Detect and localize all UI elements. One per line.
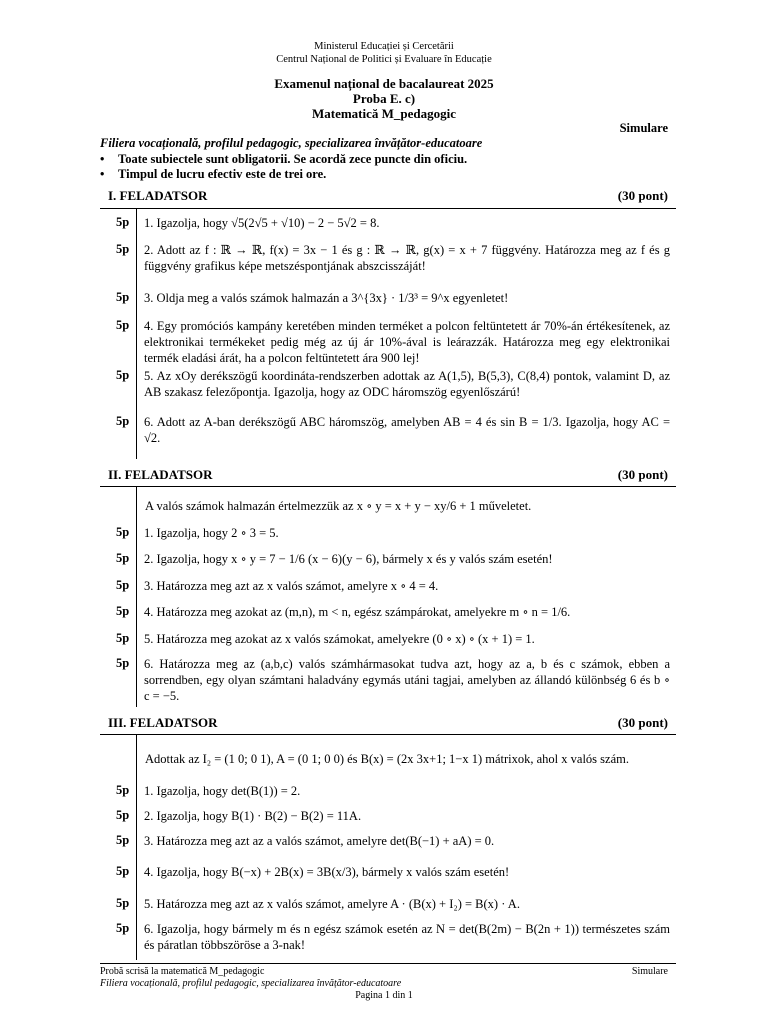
section-points: (30 pont) (617, 715, 668, 730)
item-text: 6. Adott az A-ban derékszögű ABC háromszög, amelyben AB = 4 és sin B = 1/3. Igazolja, hogy AC = √2. (144, 415, 670, 445)
item-points: 5p (116, 414, 130, 428)
bullet-icon: • (100, 167, 105, 181)
item-text: 2. Igazolja, hogy B(1) · B(2) − B(2) = 11A. (144, 809, 362, 823)
page-number: Pagina 1 din 1 (355, 990, 413, 1001)
item-points: 5p (116, 921, 130, 935)
item-text: 1. Igazolja, hogy det(B(1)) = 2. (144, 784, 301, 798)
item-points: 5p (116, 290, 130, 304)
item-points: 5p (116, 631, 130, 645)
item-points: 5p (116, 808, 130, 822)
section-divider (100, 208, 676, 209)
exam-title: Examenul național de bacalaureat 2025 (274, 76, 494, 91)
footer-divider (100, 963, 676, 964)
instruction-1: • Toate subiectele sunt obligatorii. Se acordă zece puncte din oficiu. (100, 152, 468, 166)
footer-filiera: Filiera vocațională, profilul pedagogic, specializarea învățător-educatoare (100, 978, 402, 989)
proba-title: Proba E. c) (352, 91, 416, 106)
section-title: II. FELADATSOR (108, 467, 213, 482)
footer-simulare: Simulare (631, 966, 668, 977)
item-points: 5p (116, 578, 130, 592)
item-text: 5. Határozza meg azt az x valós számot, amelyre A · (B(x) + I₂) = B(x) · A. (144, 897, 520, 911)
column-divider (136, 735, 137, 960)
filiera-label: Filiera vocațională, profilul pedagogic, specializarea învățător-educatoare (100, 136, 483, 150)
section-title: I. FELADATSOR (108, 188, 208, 203)
simulare-label: Simulare (619, 121, 668, 135)
center-name: Centrul Național de Politici și Evaluare în Educație (276, 54, 492, 65)
item-points: 5p (116, 864, 130, 878)
item-text: 5. Az xOy derékszögű koordináta-rendszerben adottak az A(1,5), B(5,3), C(8,4) pontok, valamint D, az AB szakasz felezőpontja. Igazolja, hogy az ODC háromszög egyenlőszárú! (144, 369, 670, 399)
item-text: 3. Oldja meg a valós számok halmazán a 3^{3x} · 1/3³ = 9^x egyenletet! (144, 291, 509, 305)
section-divider (100, 486, 676, 487)
column-divider (136, 209, 137, 459)
item-points: 5p (116, 368, 130, 382)
bullet-icon: • (100, 152, 105, 166)
section-2-header (108, 467, 668, 483)
item-text: 3. Határozza meg azt az x valós számot, amelyre x ∘ 4 = 4. (144, 579, 439, 593)
item-text: 2. Adott az f : ℝ → ℝ, f(x) = 3x − 1 és g : ℝ → ℝ, g(x) = x + 7 függvény. Határozza meg az f és g függvény grafikus képe metszéspontjának abszcisszáját! (144, 243, 670, 273)
item-points: 5p (116, 318, 130, 332)
item-points: 5p (116, 604, 130, 618)
item-text: 3. Határozza meg azt az a valós számot, amelyre det(B(−1) + aA) = 0. (144, 834, 495, 848)
item-points: 5p (116, 525, 130, 539)
item-text: 5. Határozza meg azokat az x valós számokat, amelyekre (0 ∘ x) ∘ (x + 1) = 1. (144, 632, 535, 646)
subject-title: Matematică M_pedagogic (311, 106, 457, 121)
item-text: 4. Igazolja, hogy B(−x) + 2B(x) = 3B(x/3), bármely x valós szám esetén! (144, 865, 510, 879)
item-points: 5p (116, 656, 130, 670)
item-text: 2. Igazolja, hogy x ∘ y = 7 − 1/6 (x − 6)(y − 6), bármely x és y valós szám esetén! (144, 552, 553, 566)
institution-header (0, 40, 768, 66)
item-text: 6. Igazolja, hogy bármely m és n egész számok esetén az N = det(B(2m) − B(2n + 1)) természetes szám és páratlan többszöröse a 3-nak! (144, 922, 670, 952)
instruction-2: • Timpul de lucru efectiv este de trei ore. (100, 167, 327, 181)
footer-line-1 (100, 966, 668, 978)
item-points: 5p (116, 551, 130, 565)
section-title: III. FELADATSOR (108, 715, 218, 730)
item-text: 6. Határozza meg az (a,b,c) valós számhármasokat tudva azt, hogy az a, b és c számok, ebben a sorrendben, egy olyan számtani haladvány egymás utáni tagjai, amelyben az állandó különbség 6 és b ∘ c = −5. (144, 657, 670, 703)
exam-title-block (0, 76, 768, 121)
section-divider (100, 734, 676, 735)
item-text: 4. Határozza meg azokat az (m,n), m < n, egész számpárokat, amelyekre m ∘ n = 1/6. (144, 605, 571, 619)
column-divider (136, 487, 137, 707)
footer-subject: Probă scrisă la matematică M_pedagogic (100, 966, 265, 977)
item-text: 1. Igazolja, hogy 2 ∘ 3 = 5. (144, 526, 279, 540)
item-text: 4. Egy promóciós kampány keretében minden terméket a polcon feltüntetett ár 70%-án értékesítenek, az elektronikai termékeket pedig még az új ár 10%-ával is leárazzák. Határozza meg egy elektronikai termék eladási árát, ha a polcon feltüntetett ára 900 lej! (144, 319, 670, 365)
section-points: (30 pont) (617, 467, 668, 482)
item-points: 5p (116, 833, 130, 847)
item-points: 5p (116, 783, 130, 797)
item-points: 5p (116, 215, 130, 229)
item-points: 5p (116, 896, 130, 910)
section-points: (30 pont) (617, 188, 668, 203)
ministry-name: Ministerul Educației și Cercetării (314, 41, 454, 52)
section-intro: A valós számok halmazán értelmezzük az x ∘ y = x + y − xy/6 + 1 műveletet. (145, 499, 532, 513)
section-3-header (108, 715, 668, 731)
item-text: 1. Igazolja, hogy √5(2√5 + √10) − 2 − 5√2 = 8. (144, 216, 380, 230)
section-1-header (108, 188, 668, 204)
item-points: 5p (116, 242, 130, 256)
section-intro: Adottak az I₂ = (1 0; 0 1), A = (0 1; 0 0) és B(x) = (2x 3x+1; 1−x 1) mátrixok, ahol x valós szám. (145, 752, 629, 766)
